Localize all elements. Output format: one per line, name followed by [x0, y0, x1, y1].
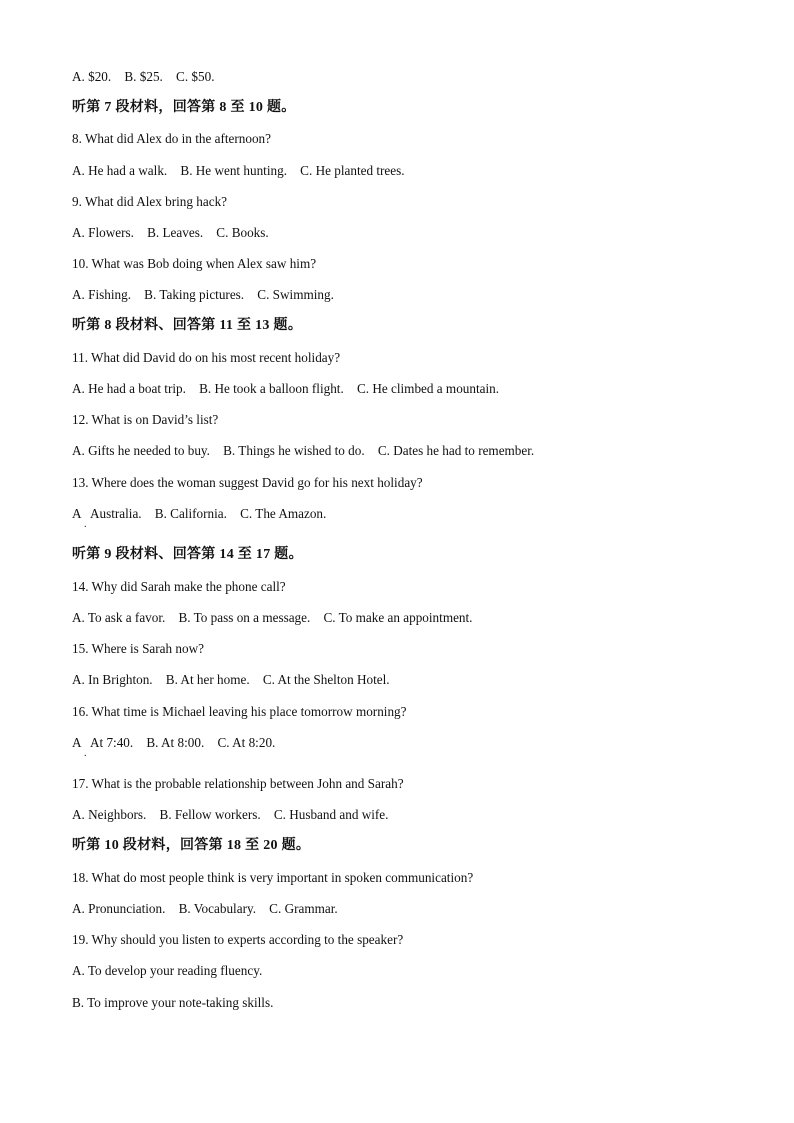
question-10: 10. What was Bob doing when Alex saw him?: [72, 256, 317, 271]
q14-options: A. To ask a favor. B. To pass on a message. C. To make an appointment.: [72, 610, 473, 625]
question-17: 17. What is the probable relationship between John and Sarah?: [72, 776, 404, 791]
question-12: 12. What is on David’s list?: [72, 412, 219, 427]
question-19: 19. Why should you listen to experts according to the speaker?: [72, 932, 404, 947]
section-heading-7: 听第 7 段材料，回答第 8 至 10 题。: [72, 100, 296, 115]
q15-options: A. In Brighton. B. At her home. C. At the Shelton Hotel.: [72, 672, 390, 687]
q16-options: A At 7:40. B. At 8:00. C. At 8:20.: [72, 735, 276, 750]
q12-options: A. Gifts he needed to buy. B. Things he wished to do. C. Dates he had to remember.: [72, 443, 535, 458]
question-18: 18. What do most people think is very important in spoken communication?: [72, 870, 474, 885]
q10-options: A. Fishing. B. Taking pictures. C. Swimming.: [72, 287, 334, 302]
misplaced-dot: .: [84, 748, 87, 759]
misplaced-dot: .: [84, 519, 87, 530]
q7-options: A. $20. B. $25. C. $50.: [72, 69, 215, 84]
q17-options: A. Neighbors. B. Fellow workers. C. Husband and wife.: [72, 807, 389, 822]
q19-option-b: B. To improve your note-taking skills.: [72, 995, 274, 1010]
question-8: 8. What did Alex do in the afternoon?: [72, 131, 271, 146]
section-heading-10: 听第 10 段材料，回答第 18 至 20 题。: [72, 838, 311, 853]
q19-option-a: A. To develop your reading fluency.: [72, 963, 263, 978]
question-13: 13. Where does the woman suggest David go for his next holiday?: [72, 475, 423, 490]
section-heading-8: 听第 8 段材料、回答第 11 至 13 题。: [72, 318, 303, 333]
q9-options: A. Flowers. B. Leaves. C. Books.: [72, 225, 269, 240]
q18-options: A. Pronunciation. B. Vocabulary. C. Grammar.: [72, 901, 338, 916]
question-14: 14. Why did Sarah make the phone call?: [72, 579, 286, 594]
section-heading-9: 听第 9 段材料、回答第 14 至 17 题。: [72, 547, 303, 562]
question-11: 11. What did David do on his most recent holiday?: [72, 350, 341, 365]
question-15: 15. Where is Sarah now?: [72, 641, 204, 656]
q11-options: A. He had a boat trip. B. He took a balloon flight. C. He climbed a mountain.: [72, 381, 500, 396]
question-9: 9. What did Alex bring hack?: [72, 194, 228, 209]
question-16: 16. What time is Michael leaving his place tomorrow morning?: [72, 704, 407, 719]
q13-options: A Australia. B. California. C. The Amazon.: [72, 506, 327, 521]
q8-options: A. He had a walk. B. He went hunting. C. He planted trees.: [72, 163, 405, 178]
